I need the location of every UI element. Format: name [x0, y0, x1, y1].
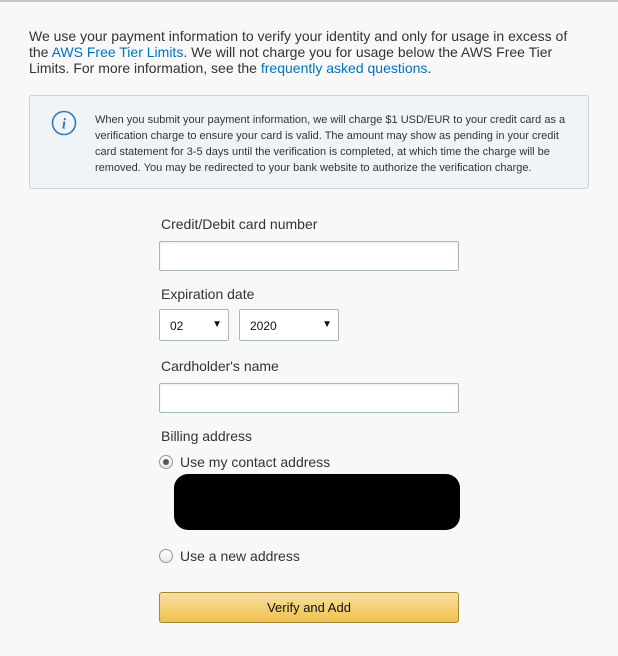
billing-address-label: Billing address [161, 428, 253, 444]
expiration-month-select[interactable] [159, 309, 229, 341]
cardholder-name-label: Cardholder's name [161, 358, 279, 374]
faq-link[interactable]: frequently asked questions [260, 60, 428, 76]
expiration-year-value: 2020 [250, 319, 277, 333]
verification-info-text: When you submit your payment information, we will charge $1 USD/EUR to your credit card as a verification charge to ensure your card is valid. The amount may show as pending in your credit card statement for 3-5 days until the verification is completed, at which time the charge will be removed. You may be redirected to your bank website to authorize the verification charge. [95, 114, 566, 174]
contact-address-radio[interactable] [159, 455, 173, 469]
intro-text-part: . We will not charge you for usage below the AWS Free Tier Limits. For more information, see the [29, 44, 553, 76]
expiration-month-value: 02 [170, 319, 184, 333]
new-address-radio[interactable] [159, 549, 173, 563]
use-contact-address-option[interactable] [159, 454, 330, 470]
aws-free-tier-limits-link[interactable]: AWS Free Tier Limits [51, 44, 184, 60]
card-number-label: Credit/Debit card number [161, 216, 318, 232]
cardholder-name-input[interactable] [159, 383, 459, 413]
info-icon [51, 110, 77, 136]
verification-info-box [29, 95, 589, 189]
intro-text [29, 28, 589, 76]
redacted-contact-address [174, 474, 460, 530]
dropdown-arrow-icon: ▼ [212, 319, 222, 330]
verify-and-add-button[interactable]: Verify and Add [159, 592, 459, 623]
intro-text-part: . [427, 60, 432, 76]
dropdown-arrow-icon: ▼ [322, 319, 332, 330]
intro-text-part: We use your payment information to verify your identity and only for usage in excess of the [29, 28, 568, 60]
contact-address-label: Use my contact address [180, 454, 331, 470]
expiration-date-label: Expiration date [161, 286, 255, 302]
svg-text:i: i [61, 116, 67, 133]
new-address-label: Use a new address [180, 548, 300, 564]
card-number-input[interactable] [159, 241, 459, 271]
use-new-address-option[interactable] [159, 548, 300, 564]
expiration-year-select[interactable] [239, 309, 339, 341]
